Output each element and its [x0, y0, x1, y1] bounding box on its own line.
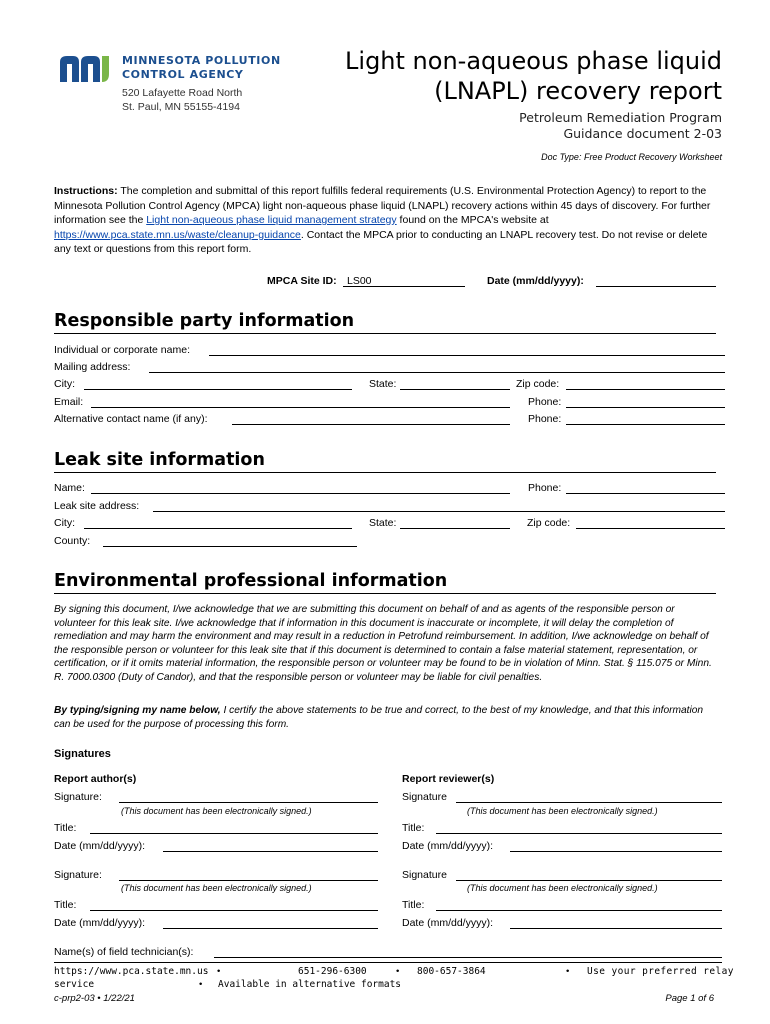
rp-email-field[interactable] [91, 396, 510, 408]
author2-esigned-note: (This document has been electronically signed.) [121, 883, 312, 893]
footer-doc-code: c-prp2-03 • 1/22/21 [54, 993, 135, 1004]
reviewer2-signature-field[interactable] [456, 869, 722, 881]
reviewer2-signature-label: Signature [402, 869, 447, 881]
author2-date-label: Date (mm/dd/yyyy): [54, 917, 146, 929]
author1-title-field[interactable] [90, 822, 378, 834]
ls-address-field[interactable] [153, 500, 725, 512]
page-title-line1: Light non-aqueous phase liquid [345, 47, 722, 75]
guidance-line: Guidance document 2-03 [563, 126, 722, 141]
reviewer1-date-label: Date (mm/dd/yyyy): [402, 840, 494, 852]
certification-text: I certify the above statements to be true and correct, to the best of my knowledge, and that this information can be used for the purpose of processing this form. [54, 705, 704, 730]
report-reviewer-heading: Report reviewer(s) [402, 773, 495, 785]
agency-address-line2: St. Paul, MN 55155-4194 [122, 101, 240, 113]
ls-county-field[interactable] [103, 535, 357, 547]
author2-date-field[interactable] [163, 917, 378, 929]
page-title [345, 46, 722, 106]
footer-relay: Use your preferred relay [587, 966, 734, 977]
footer-website[interactable]: https://www.pca.state.mn.us [54, 966, 209, 977]
reviewer1-esigned-note: (This document has been electronically signed.) [467, 806, 658, 816]
doc-type: Doc Type: Free Product Recovery Worksheet [541, 152, 722, 162]
site-id-value: LS00 [347, 275, 372, 287]
author1-date-field[interactable] [163, 840, 378, 852]
ls-city-label: City: [54, 517, 75, 529]
rp-state-field[interactable] [400, 378, 510, 390]
reviewer1-title-label: Title: [402, 822, 425, 834]
ls-phone-field[interactable] [566, 482, 725, 494]
reviewer2-date-label: Date (mm/dd/yyyy): [402, 917, 494, 929]
section-divider [54, 472, 716, 473]
rp-name-field[interactable] [209, 344, 725, 356]
footer-bullet-1: • [217, 966, 221, 977]
rp-alt-contact-label: Alternative contact name (if any): [54, 413, 208, 425]
ls-zip-field[interactable] [576, 517, 725, 529]
footer-phone-2: 800-657-3864 [417, 966, 486, 977]
certification-statement [54, 704, 718, 731]
rp-alt-phone-label: Phone: [528, 413, 562, 425]
report-author-heading: Report author(s) [54, 773, 137, 785]
section-divider [54, 333, 716, 334]
rp-zip-label: Zip code: [516, 378, 560, 390]
cleanup-guidance-link[interactable]: https://www.pca.state.mn.us/waste/cleanup-guidance [54, 228, 301, 241]
agency-name-line2: CONTROL AGENCY [122, 68, 244, 81]
reviewer1-signature-label: Signature [402, 791, 447, 803]
field-technicians-label: Name(s) of field technician(s): [54, 946, 194, 958]
leak-site-heading: Leak site information [54, 450, 265, 470]
ls-state-field[interactable] [400, 517, 510, 529]
footer-rule [54, 962, 722, 963]
author2-signature-label: Signature: [54, 869, 102, 881]
rp-city-field[interactable] [84, 378, 352, 390]
author1-title-label: Title: [54, 822, 77, 834]
ls-zip-label: Zip code: [527, 517, 571, 529]
instructions-text-1: The completion and submittal of this report fulfills federal requirements (U.S. Environmental Protection Agency) to report to the Minnesota Pollution Control Agency (MPCA) light non-aqueous phase liquid (LNAPL) recovery actions within 45 days of discovery. For further information see the [54, 185, 711, 226]
ls-county-label: County: [54, 535, 91, 547]
signatures-heading: Signatures [54, 748, 111, 760]
rp-alt-phone-field[interactable] [566, 413, 725, 425]
env-professional-heading: Environmental professional information [54, 571, 448, 591]
footer-page-number: Page 1 of 6 [665, 993, 714, 1004]
footer-phone-1: 651-296-6300 [298, 966, 367, 977]
author2-signature-field[interactable] [119, 869, 378, 881]
responsible-party-heading: Responsible party information [54, 311, 355, 331]
program-name [519, 110, 722, 142]
reviewer2-esigned-note: (This document has been electronically signed.) [467, 883, 658, 893]
report-date-field[interactable] [596, 275, 716, 287]
author1-date-label: Date (mm/dd/yyyy): [54, 840, 146, 852]
author2-title-field[interactable] [90, 899, 378, 911]
reviewer2-title-field[interactable] [436, 899, 722, 911]
page-title-line2: (LNAPL) recovery report [434, 77, 722, 105]
author1-esigned-note: (This document has been electronically signed.) [121, 806, 312, 816]
ls-phone-label: Phone: [528, 482, 562, 494]
ls-state-label: State: [369, 517, 397, 529]
author1-signature-field[interactable] [119, 791, 378, 803]
ls-city-field[interactable] [84, 517, 352, 529]
rp-mailing-field[interactable] [149, 361, 725, 373]
ls-address-label: Leak site address: [54, 500, 140, 512]
site-id-label: MPCA Site ID: [267, 275, 337, 287]
agency-address-line1: 520 Lafayette Road North [122, 87, 243, 99]
rp-phone-label: Phone: [528, 396, 562, 408]
lnapl-strategy-link[interactable]: Light non-aqueous phase liquid management strategy [146, 214, 397, 226]
rp-email-label: Email: [54, 396, 84, 408]
footer-bullet-4: • [199, 979, 203, 990]
author1-signature-label: Signature: [54, 791, 102, 803]
ls-name-field[interactable] [91, 482, 510, 494]
rp-state-label: State: [369, 378, 397, 390]
rp-city-label: City: [54, 378, 75, 390]
acknowledgement-statement: By signing this document, I/we acknowledge that we are submitting this document on behalf of and as agents of the responsible person or volunteer for this leak site. I/we acknowledge that if information in this document is inaccurate or incomplete, it will delay the completion of remediation and may harm the environment and may result in a reduction in Petrofund reimbursement. In addition, I/we acknowledge on behalf of the responsible person or volunteer for this leak site that if this document is determined to contain a false material statement, representation, or certification, or if it omits material information, the responsible person or volunteer may be found to be in violation of Minn. Stat. § 115.075 or Minn. R. 7000.0300 (Duty of Candor), and that the responsible person or volunteer may be liable for civil penalties. [54, 604, 712, 683]
report-date-label: Date (mm/dd/yyyy): [487, 275, 584, 287]
site-id-field[interactable] [343, 275, 465, 287]
program-line: Petroleum Remediation Program [519, 110, 722, 125]
rp-zip-field[interactable] [566, 378, 725, 390]
agency-name-line1: MINNESOTA POLLUTION [122, 54, 281, 67]
instructions-text-3: . Contact the MPCA prior to conducting an LNAPL recovery test. Do not revise or delete any text or questions from this report form. [54, 228, 708, 255]
footer-service: service [54, 979, 95, 990]
reviewer2-date-field[interactable] [510, 917, 722, 929]
mpca-logo-mark-icon [60, 56, 116, 82]
rp-alt-contact-field[interactable] [232, 413, 510, 425]
footer-bullet-3: • [566, 966, 570, 977]
reviewer2-title-label: Title: [402, 899, 425, 911]
instructions-text-2: found on the MPCA's website at [396, 214, 549, 226]
field-technicians-field[interactable] [214, 946, 722, 958]
footer-alt-formats: Available in alternative formats [218, 979, 402, 990]
rp-mailing-label: Mailing address: [54, 361, 131, 373]
instructions-paragraph [54, 184, 720, 257]
section-divider [54, 593, 716, 594]
certification-bold: By typing/signing my name below, [54, 705, 221, 716]
agency-logo [60, 52, 300, 122]
instructions-label: Instructions: [54, 185, 118, 197]
rp-name-label: Individual or corporate name: [54, 344, 190, 356]
footer-bullet-2: • [396, 966, 400, 977]
rp-phone-field[interactable] [566, 396, 725, 408]
reviewer1-date-field[interactable] [510, 840, 722, 852]
reviewer1-title-field[interactable] [436, 822, 722, 834]
author2-title-label: Title: [54, 899, 77, 911]
reviewer1-signature-field[interactable] [456, 791, 722, 803]
ls-name-label: Name: [54, 482, 85, 494]
